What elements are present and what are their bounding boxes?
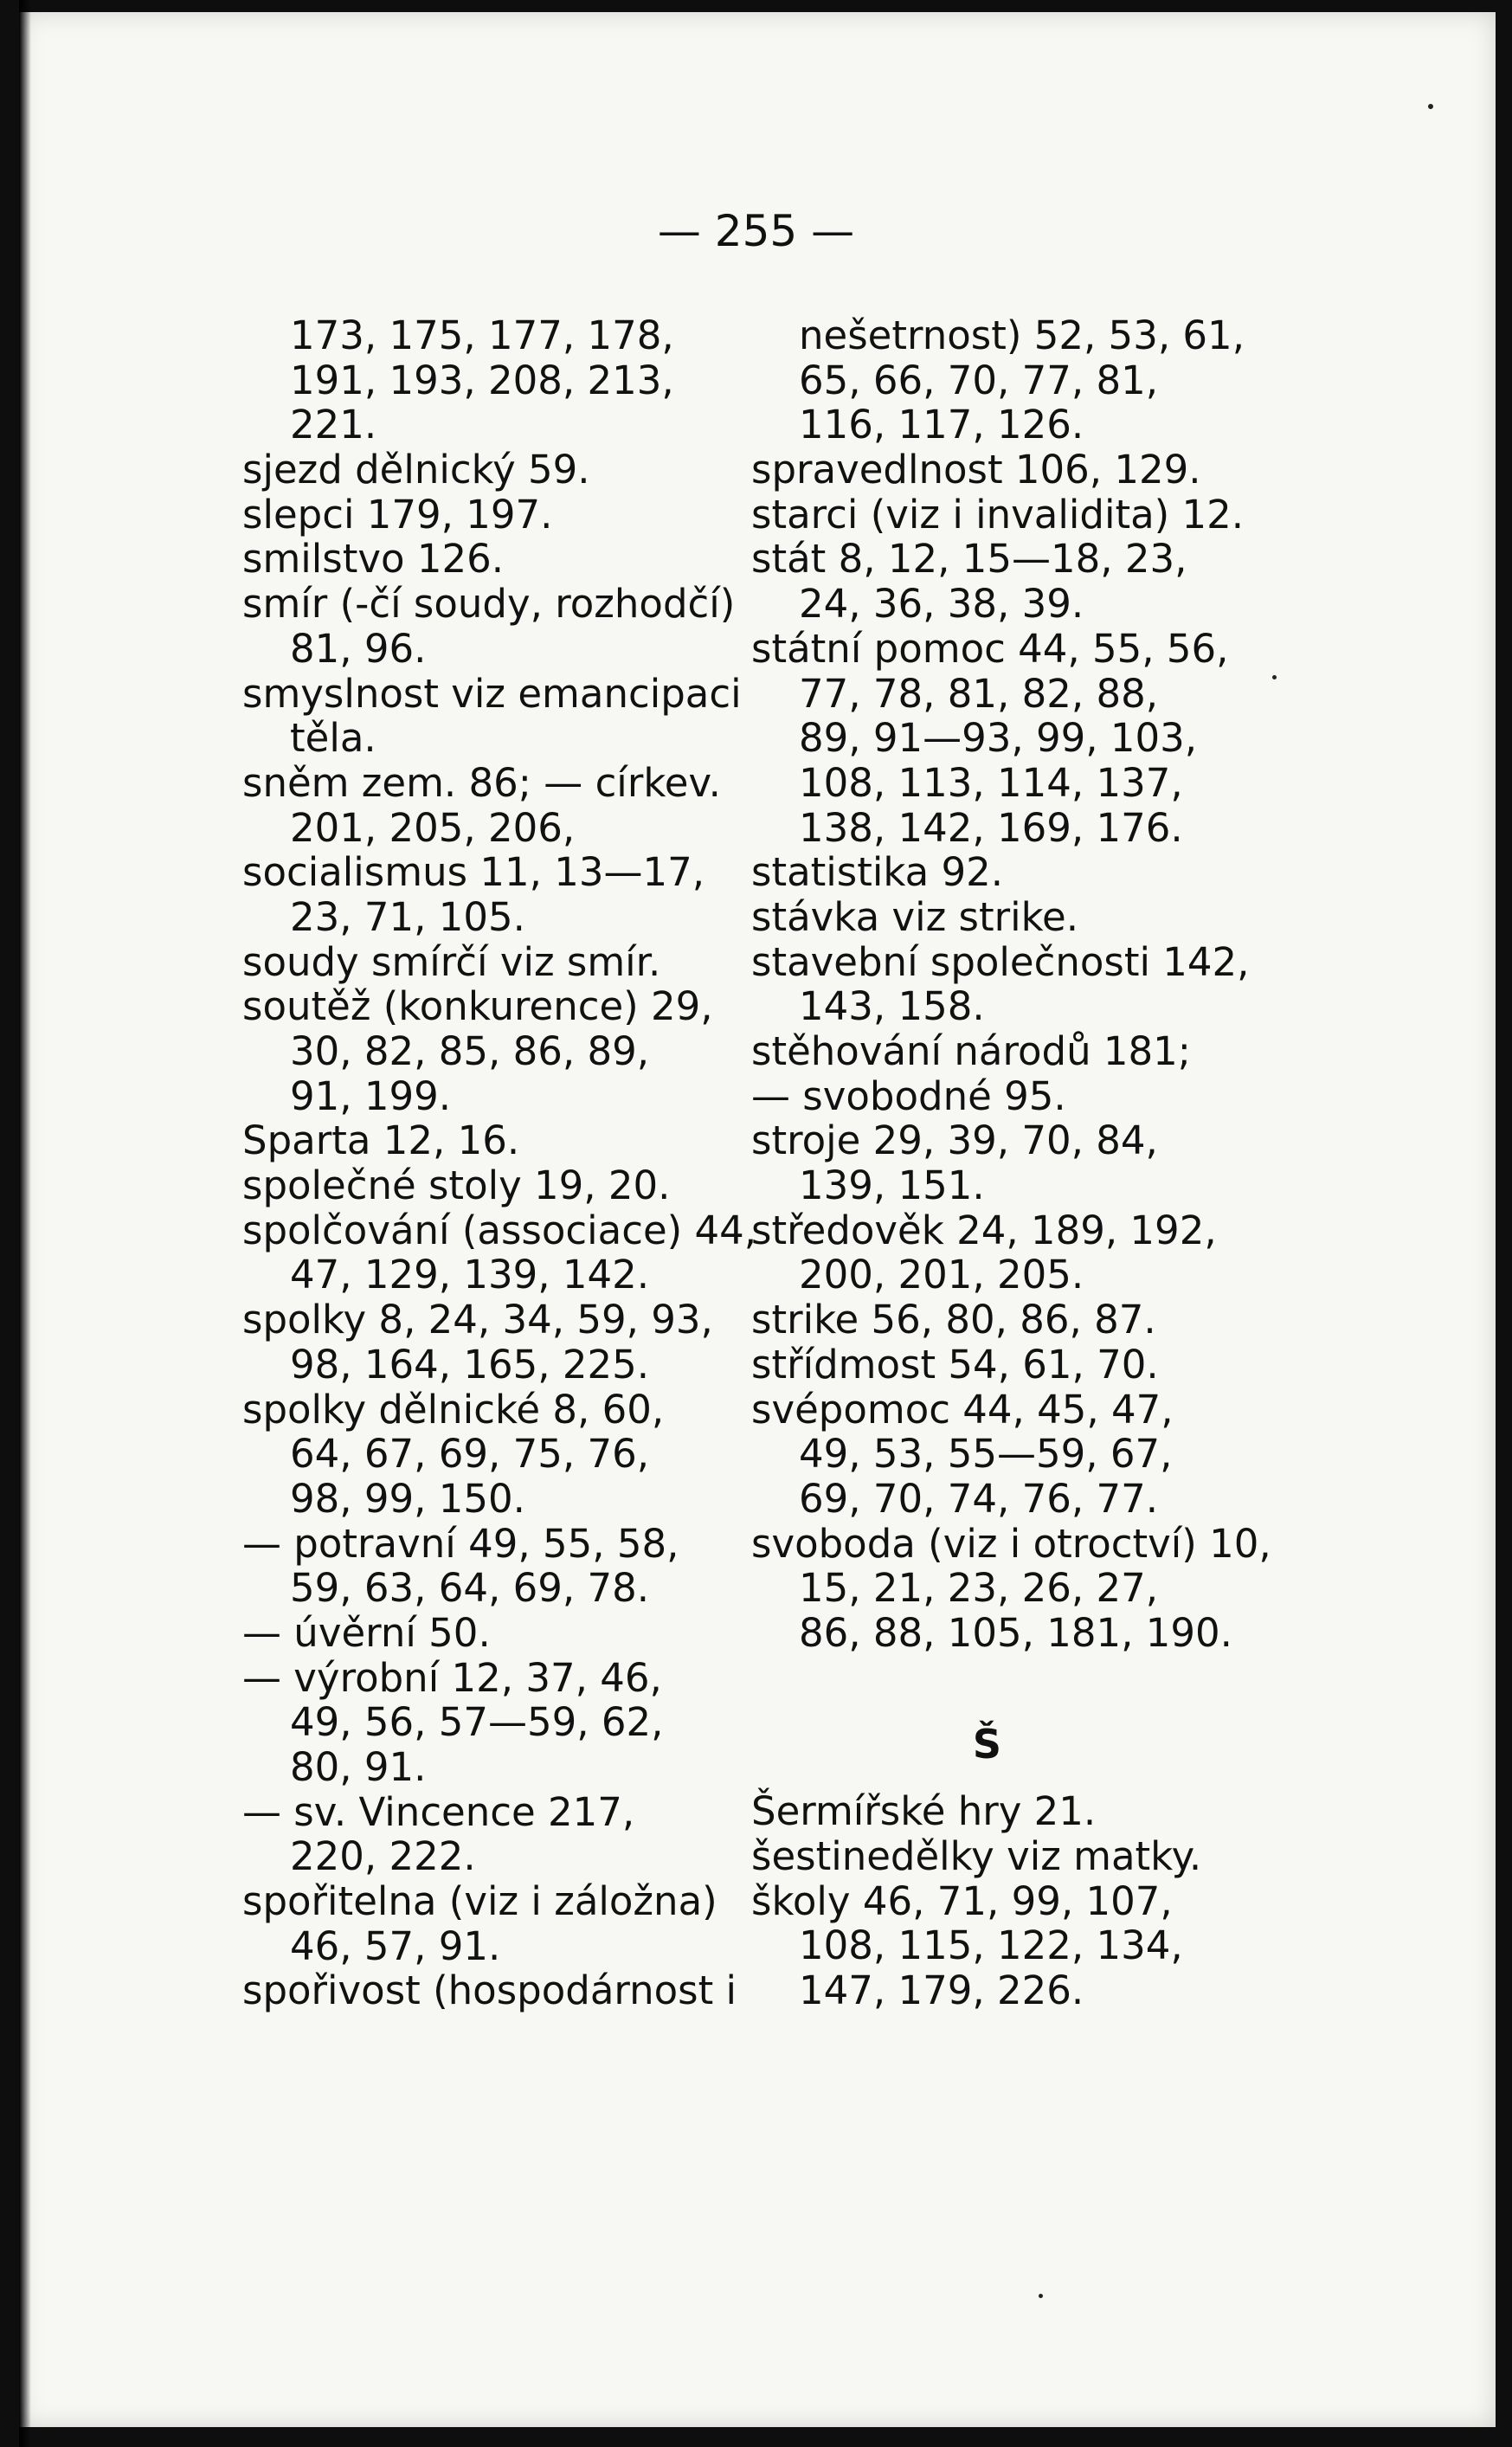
index-column-right (751, 312, 1271, 2014)
index-entry: soudy smírčí viz smír. (242, 938, 661, 985)
index-entry: svoboda (viz i otroctví) 10, (751, 1520, 1271, 1567)
index-entry-continuation: 47, 129, 139, 142. (290, 1252, 650, 1298)
scan-speck (1272, 675, 1277, 679)
index-entry: starci (viz i invalidita) 12. (751, 491, 1245, 538)
index-entry: sjezd dělnický 59. (242, 447, 590, 493)
index-entry: spolky 8, 24, 34, 59, 93, (242, 1297, 713, 1343)
index-entry-continuation: 200, 201, 205. (799, 1252, 1084, 1298)
index-entry: — úvěrní 50. (242, 1609, 491, 1656)
index-column-left (242, 312, 757, 2014)
index-entry-continuation: 138, 142, 169, 176. (799, 804, 1183, 851)
index-entry: Sparta 12, 16. (242, 1117, 520, 1164)
index-entry: strike 56, 80, 86, 87. (751, 1297, 1156, 1343)
index-entry-continuation: 147, 179, 226. (799, 1967, 1084, 2014)
index-entry: — potravní 49, 55, 58, (242, 1520, 679, 1567)
index-entry: smyslnost viz emancipaci (242, 670, 742, 717)
index-entry: Šermířské hry 21. (751, 1788, 1097, 1835)
index-entry: stavební společnosti 142, (751, 938, 1250, 985)
index-entry-continuation: 108, 113, 114, 137, (799, 759, 1183, 806)
index-entry: šestinedělky viz matky. (751, 1833, 1202, 1879)
index-entry-continuation: 143, 158. (799, 983, 985, 1030)
index-entry: stěhování národů 181; (751, 1028, 1191, 1074)
index-entry-continuation: 220, 222. (290, 1833, 476, 1880)
index-entry: — sv. Vincence 217, (242, 1788, 635, 1835)
index-entry-continuation: 69, 70, 74, 76, 77. (799, 1475, 1159, 1522)
index-entry: — výrobní 12, 37, 46, (242, 1654, 662, 1701)
index-entry-continuation: 98, 99, 150. (290, 1475, 525, 1522)
index-entry: spořivost (hospodárnost i (242, 1967, 737, 2014)
index-entry-continuation: 201, 205, 206, (290, 804, 576, 851)
page-number: — 255 — (657, 206, 855, 256)
index-entry-continuation: 77, 78, 81, 82, 88, (799, 670, 1159, 717)
index-entry: spravedlnost 106, 129. (751, 447, 1201, 493)
index-entry-continuation: 15, 21, 23, 26, 27, (799, 1565, 1159, 1612)
index-entry: spolky dělnické 8, 60, (242, 1386, 665, 1433)
index-entry-continuation: 65, 66, 70, 77, 81, (799, 357, 1159, 403)
index-entry-continuation: 49, 56, 57—59, 62, (290, 1699, 664, 1746)
index-entry: spořitelna (viz i záložna) (242, 1878, 717, 1925)
index-entry-continuation: 86, 88, 105, 181, 190. (799, 1609, 1232, 1656)
index-entry-continuation: 24, 36, 38, 39. (799, 581, 1084, 628)
index-entry: socialismus 11, 13—17, (242, 849, 705, 896)
scan-speck (1039, 2294, 1043, 2298)
index-entry-continuation: 81, 96. (290, 625, 427, 672)
index-entry: stroje 29, 39, 70, 84, (751, 1117, 1158, 1164)
index-entry: svépomoc 44, 45, 47, (751, 1386, 1174, 1433)
spacer (751, 1656, 1223, 1701)
index-entry: společné stoly 19, 20. (242, 1162, 671, 1209)
index-entry-continuation: 49, 53, 55—59, 67, (799, 1431, 1173, 1478)
index-entry: sněm zem. 86; — církev. (242, 759, 721, 806)
index-entry-continuation: 116, 117, 126. (799, 402, 1084, 448)
index-entry: školy 46, 71, 99, 107, (751, 1877, 1173, 1924)
index-entry-continuation: 191, 193, 208, 213, (290, 357, 674, 403)
index-entry: soutěž (konkurence) 29, (242, 983, 713, 1030)
index-entry: spolčování (associace) 44, (242, 1207, 757, 1253)
index-column-right-part-a (751, 312, 1271, 1656)
index-entry-continuation: 221. (290, 402, 377, 448)
index-entry-continuation: 139, 151. (799, 1162, 985, 1209)
index-entry-continuation: 108, 115, 122, 134, (799, 1922, 1183, 1969)
index-entry: smír (-čí soudy, rozhodčí) (242, 581, 736, 628)
index-entry: — svobodné 95. (751, 1072, 1066, 1119)
page-edge-shadow (19, 0, 31, 2447)
index-entry-continuation: 23, 71, 105. (290, 893, 525, 940)
scan-speck (1428, 104, 1433, 109)
index-entry: stávka viz strike. (751, 893, 1079, 940)
index-entry-continuation: 64, 67, 69, 75, 76, (290, 1431, 650, 1478)
index-entry-continuation: 80, 91. (290, 1744, 427, 1790)
index-entry: státní pomoc 44, 55, 56, (751, 625, 1229, 672)
index-entry: střídmost 54, 61, 70. (751, 1341, 1159, 1388)
index-entry-continuation: těla. (290, 715, 376, 762)
index-entry: statistika 92. (751, 849, 1004, 896)
index-entry-continuation: nešetrnost) 52, 53, 61, (799, 312, 1245, 358)
index-entry-continuation: 30, 82, 85, 86, 89, (290, 1028, 650, 1074)
index-entry-continuation: 59, 63, 64, 69, 78. (290, 1565, 650, 1612)
index-entry-continuation: 98, 164, 165, 225. (290, 1341, 650, 1388)
index-entry-continuation: 46, 57, 91. (290, 1922, 501, 1969)
index-entry: stát 8, 12, 15—18, 23, (751, 536, 1187, 583)
index-entry-continuation: 91, 199. (290, 1072, 452, 1119)
index-entry: smilstvo 126. (242, 536, 505, 583)
index-entry-continuation: 89, 91—93, 99, 103, (799, 715, 1198, 762)
index-column-right-part-b (751, 1789, 1223, 2012)
section-heading: Š (972, 1721, 1002, 1768)
index-entry: slepci 179, 197. (242, 491, 553, 538)
index-entry-continuation: 173, 175, 177, 178, (290, 312, 674, 358)
index-entry: středověk 24, 189, 192, (751, 1207, 1217, 1253)
